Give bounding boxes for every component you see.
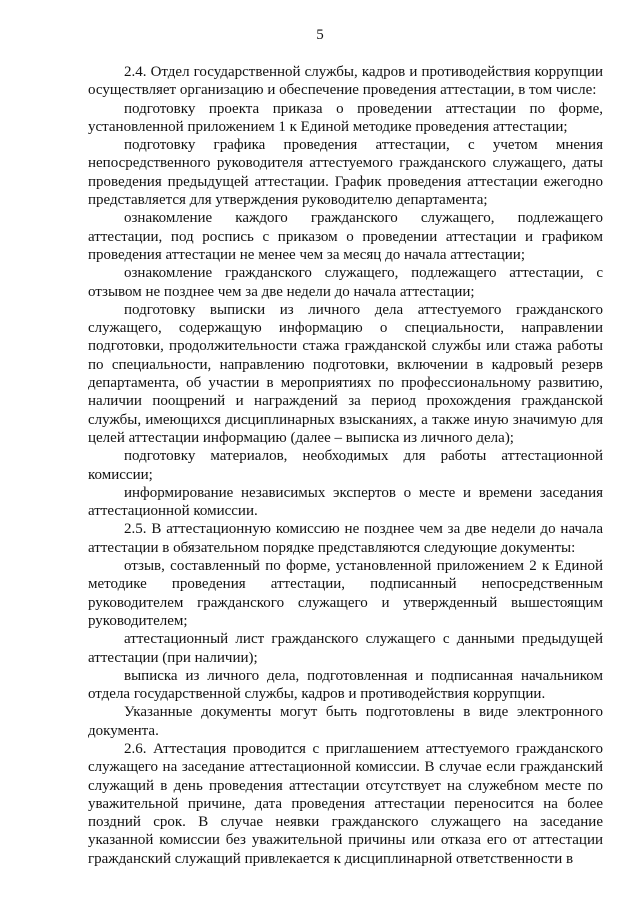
list-item-acquaintance-review: ознакомление гражданского служащего, подлежащего аттестации, с отзывом не позднее чем за две недели до начала аттестации; [88, 265, 603, 300]
paragraph-2-5: 2.5. В аттестационную комиссию не позднее чем за две недели до начала аттестации в обязательном порядке представляются следующие документы: [88, 521, 603, 556]
paragraph-2-6: 2.6. Аттестация проводится с приглашением аттестуемого гражданского служащего на заседание аттестационной комиссии. В случае если гражданский служащий в день проведения аттестации отсутствует на служебном месте по уважительной причине, дата проведения аттестации переносится на более поздний срок. В случае неявки гражданского служащего на заседание указанной комиссии без уважительной причины или отказа его от аттестации гражданский служащий привлекается к дисциплинарной ответственности в [88, 740, 603, 867]
list-item-materials: подготовку материалов, необходимых для работы аттестационной комиссии; [88, 448, 603, 483]
paragraph-electronic-docs: Указанные документы могут быть подготовлены в виде электронного документа. [88, 704, 603, 739]
list-item-extract: выписка из личного дела, подготовленная и подписанная начальником отдела государственной службы, кадров и противодействия коррупции. [88, 667, 603, 703]
list-item-review: отзыв, составленный по форме, установленной приложением 2 к Единой методике проведения аттестации, подписанный непосредственным руководителем гражданского служащего и утвержденный вышестоящим руководителем; [88, 558, 603, 629]
paragraph-2-4: 2.4. Отдел государственной службы, кадров и противодействия коррупции осуществляет организацию и обеспечение проведения аттестации, в том числе: [88, 64, 603, 99]
list-item-acquaintance-order: ознакомление каждого гражданского служащего, подлежащего аттестации, под роспись с приказом о проведении аттестации и графиком проведения аттестации не менее чем за месяц до начала аттестации; [88, 210, 603, 263]
page-number: 5 [316, 27, 324, 43]
list-item-attestation-sheet: аттестационный лист гражданского служащего с данными предыдущей аттестации (при наличии); [88, 631, 603, 666]
list-item-schedule: подготовку графика проведения аттестации, с учетом мнения непосредственного руководителя аттестуемого гражданского служащего, даты проведения предыдущей аттестации. График проведения аттестации ежегодно представляется для утверждения руководителю департамента; [88, 137, 603, 209]
list-item-personal-file-extract: подготовку выписки из личного дела аттестуемого гражданского служащего, содержащую информацию о специальности, направлении подготовки, продолжительности стажа гражданской службы или стажа работы по специальности, направлению подготовки, включении в кадровый резерв департамента, об участии в мероприятиях по профессиональному развитию, наличии поощрений и награждений за период прохождения гражданской службы, имеющихся дисциплинарных взысканиях, а также иную значимую для целей аттестации информацию (далее – выписка из личного дела); [88, 301, 603, 446]
document-body [88, 63, 603, 868]
list-item-experts: информирование независимых экспертов о месте и времени заседания аттестационной комиссии. [88, 484, 603, 520]
list-item-order-draft: подготовку проекта приказа о проведении аттестации по форме, установленной приложением 1 к Единой методике проведения аттестации; [88, 100, 603, 135]
